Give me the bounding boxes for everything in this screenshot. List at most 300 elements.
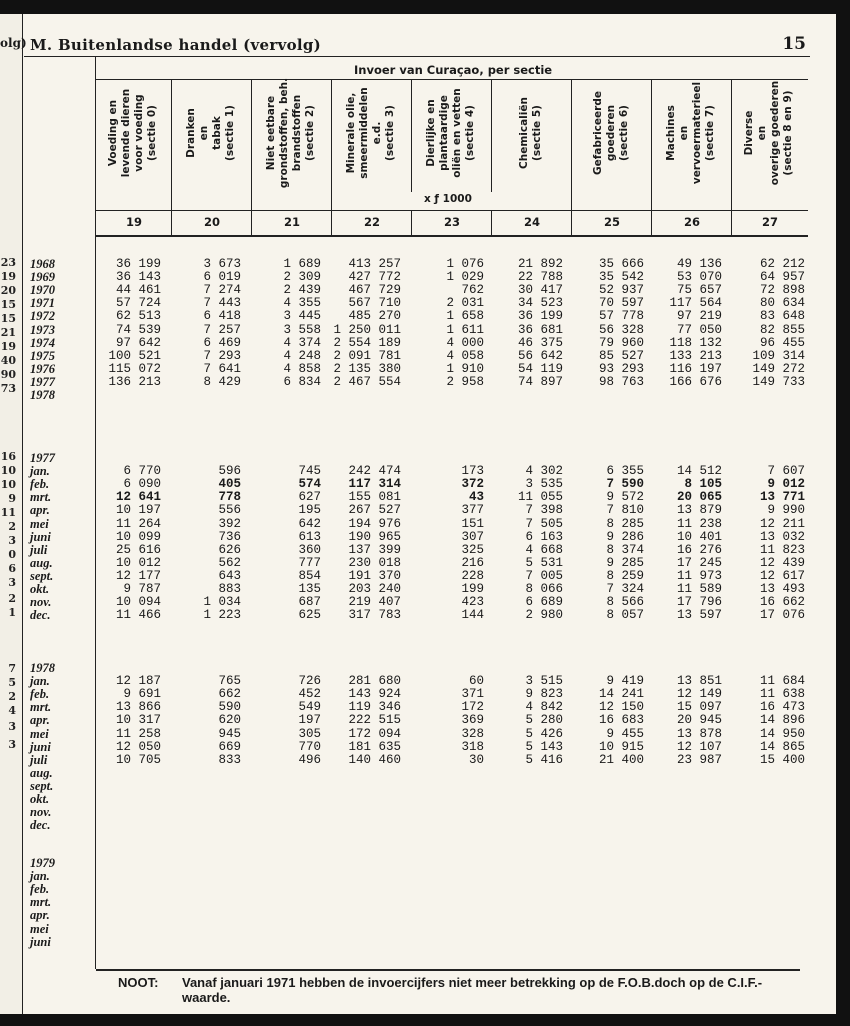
table-cell: 35 666 [598,257,644,271]
table-cell: 627 [298,490,321,505]
table-cell: 687 [298,595,321,610]
table-cell: 93 293 [598,361,644,376]
table-cell: 945 [218,726,241,741]
table-cell: 12 150 [598,700,644,715]
table-cell: 12 107 [676,739,722,754]
table-cell: 10 317 [115,713,161,728]
table-cell: 9 572 [606,490,644,505]
row-label: apr. [30,908,50,923]
column-header-line: brandstoffen [291,94,303,172]
table-cell: 36 199 [517,309,563,324]
table-cell: 2 958 [446,374,484,389]
footnote-key: NOOT: [118,975,159,990]
table-row [0,544,850,557]
column-number: 21 [283,215,300,229]
table-cell: 6 090 [123,477,161,492]
table-cell: 9 286 [606,529,644,544]
table-row [0,780,850,793]
table-cell: 16 473 [759,700,805,715]
col-divider [411,210,412,236]
table-cell: 2 467 554 [333,374,401,389]
column-header-line: tabak [211,116,223,150]
table-cell: 5 416 [525,752,563,767]
row-label: 1977 [30,451,55,465]
table-cell: 4 058 [446,348,484,363]
table-cell: 6 019 [203,270,241,285]
margin-fragment: 16 [0,450,16,463]
table-cell: 9 285 [606,555,644,570]
table-row [0,728,850,741]
table-cell: 745 [298,464,321,479]
table-cell: 777 [298,555,321,570]
table-cell: 496 [298,752,321,767]
table-row [0,675,850,688]
table-cell: 3 673 [203,257,241,271]
column-header-line: (sectie 0) [146,105,158,161]
table-cell: 13 032 [759,529,805,544]
margin-fragment: 6 [8,562,16,575]
col-divider [571,80,572,236]
column-number: 23 [443,215,460,229]
table-cell: 2 980 [525,608,563,623]
row-label: aug. [30,555,53,570]
margin-fragment: 9 [8,492,16,505]
table-row [0,609,850,622]
row-label: 1969 [30,270,55,285]
row-label: okt. [30,582,50,596]
table-row [0,389,850,402]
table-cell: 2 031 [446,296,484,311]
table-cell: 567 710 [348,296,401,311]
table-cell: 643 [218,568,241,583]
table-row [0,688,850,701]
row-label: dec. [30,608,51,623]
table-cell: 12 211 [759,516,805,531]
table-cell: 556 [218,503,241,518]
table-row [0,284,850,297]
table-cell: 8 429 [203,374,241,389]
table-cell: 222 515 [348,713,401,728]
row-label: 1975 [30,348,55,363]
header-rule-top [24,56,810,57]
table-cell: 36 681 [517,322,563,337]
table-cell: 228 [461,568,484,583]
table-cell: 574 [298,477,321,492]
table-cell: 140 460 [348,752,401,767]
row-label: mei [30,726,49,741]
table-cell: 17 076 [759,608,805,623]
table-cell: 44 461 [115,283,161,298]
table-cell: 49 136 [676,257,722,271]
table-cell: 135 [298,582,321,596]
table-cell: 20 065 [676,490,722,505]
table-row [0,923,850,936]
table-cell: 369 [461,713,484,728]
table-cell: 662 [218,687,241,702]
column-header-line: Dranken [185,108,197,158]
table-row [0,478,850,491]
margin-fragment: 5 [8,676,16,689]
column-header-line: plantaardige [438,95,450,171]
col-divider [331,80,332,236]
col-divider [251,80,252,236]
table-cell: 11 823 [759,542,805,557]
table-cell: 7 810 [606,503,644,518]
table-cell: 172 [461,700,484,715]
table-cell: 136 213 [108,374,161,389]
column-header-line: voor voeding [133,94,145,172]
row-label: 1972 [30,309,55,324]
column-header-line: (sectie 6) [617,105,630,161]
section-title: Invoer van Curaçao, per sectie [354,63,553,77]
table-cell: 325 [461,542,484,557]
table-cell: 8 285 [606,516,644,531]
column-number: 25 [603,215,620,229]
table-cell: 13 771 [759,490,805,505]
table-cell: 82 855 [759,322,805,337]
table-cell: 6 418 [203,309,241,324]
table-cell: 883 [218,582,241,596]
row-label: 1973 [30,322,55,337]
table-cell: 4 302 [525,464,563,479]
table-cell: 12 641 [115,490,161,505]
table-cell: 8 374 [606,542,644,557]
table-cell: 1 689 [283,257,321,271]
table-cell: 7 293 [203,348,241,363]
table-cell: 12 439 [759,555,805,570]
table-cell: 1 910 [446,361,484,376]
row-label: nov. [30,805,52,820]
table-cell: 25 616 [115,542,161,557]
table-cell: 377 [461,503,484,518]
table-cell: 155 081 [348,490,401,505]
row-label: 1977 [30,374,55,389]
table-cell: 36 199 [115,257,161,271]
row-label: mrt. [30,700,52,715]
column-number: 24 [523,215,540,229]
table-cell: 5 531 [525,555,563,570]
margin-fragment: 0 [8,548,16,561]
table-cell: 4 355 [283,296,321,311]
table-cell: 14 865 [759,739,805,754]
table-cell: 2 439 [283,283,321,298]
table-cell: 97 642 [115,335,161,350]
table-cell: 11 055 [517,490,563,505]
row-label: juni [30,739,51,754]
table-cell: 4 842 [525,700,563,715]
column-header-line: e.d. [371,121,383,145]
table-cell: 1 029 [446,270,484,285]
table-cell: 15 400 [759,752,805,767]
table-cell: 5 143 [525,739,563,754]
table-bottom-rule [96,969,800,971]
colnum-rule-bottom [96,235,808,237]
table-cell: 191 370 [348,568,401,583]
table-cell: 85 527 [598,348,644,363]
table-row [0,896,850,909]
table-row [0,570,850,583]
table-row [0,297,850,310]
table-cell: 7 274 [203,283,241,298]
table-cell: 778 [218,490,241,505]
table-row [0,767,850,780]
row-label: 1971 [30,296,55,311]
column-header-line: (sectie 3) [384,105,396,161]
table-cell: 2 554 189 [333,335,401,350]
table-cell: 83 648 [759,309,805,324]
table-cell: 13 866 [115,700,161,715]
column-header-line: Chemicaliën [518,97,530,169]
table-cell: 318 [461,739,484,754]
table-cell: 6 770 [123,464,161,479]
margin-fragment: 20 [0,284,16,297]
table-cell: 307 [461,529,484,544]
row-label: feb. [30,477,50,492]
table-cell: 2 135 380 [333,361,401,376]
table-cell: 190 965 [348,529,401,544]
unit-label: x ƒ 1000 [424,193,472,205]
margin-fragment: 10 [0,478,16,491]
table-cell: 8 066 [525,582,563,596]
table-cell: 10 094 [115,595,161,610]
page-title: M. Buitenlandse handel (vervolg) [30,36,322,54]
margin-fragment: 23 [0,256,16,269]
table-row [0,793,850,806]
margin-fragment: 2 [8,592,16,605]
table-cell: 62 513 [115,309,161,324]
table-cell: 149 733 [752,374,805,389]
table-row [0,754,850,767]
table-row [0,376,850,389]
table-cell: 53 070 [676,270,722,285]
table-cell: 20 945 [676,713,722,728]
table-cell: 57 724 [115,296,161,311]
row-label: 1974 [30,335,55,350]
table-cell: 62 212 [759,257,805,271]
table-cell: 77 050 [676,322,722,337]
table-cell: 109 314 [752,348,805,363]
row-label: juni [30,529,51,544]
table-cell: 7 257 [203,322,241,337]
row-label: jan. [30,674,50,689]
table-cell: 590 [218,700,241,715]
table-cell: 199 [461,582,484,596]
column-header-line: Niet eetbare [265,95,277,171]
table-cell: 562 [218,555,241,570]
row-label: juli [30,542,48,557]
column-header [425,63,479,203]
column-header [345,63,399,203]
table-cell: 64 957 [759,270,805,285]
table-row [0,936,850,949]
column-header-line: Diverse [743,110,755,156]
table-cell: 6 834 [283,374,321,389]
column-header-line: (sectie 4) [464,105,476,161]
table-cell: 13 597 [676,608,722,623]
table-cell: 4 248 [283,348,321,363]
table-cell: 166 676 [669,374,722,389]
table-cell: 736 [218,529,241,544]
table-cell: 10 012 [115,555,161,570]
table-cell: 16 662 [759,595,805,610]
table-cell: 216 [461,555,484,570]
table-cell: 195 [298,503,321,518]
table-cell: 30 [468,752,484,767]
margin-fragment: 7 [8,662,16,675]
table-row [0,363,850,376]
table-cell: 3 558 [283,322,321,337]
table-cell: 669 [218,739,241,754]
table-cell: 219 407 [348,595,401,610]
table-cell: 60 [468,674,484,689]
table-row [0,337,850,350]
table-cell: 10 915 [598,739,644,754]
table-cell: 6 355 [606,464,644,479]
column-header-line: overige goederen [769,80,781,186]
table-cell: 14 950 [759,726,805,741]
margin-fragment: 15 [0,298,16,311]
table-cell: 485 270 [348,309,401,324]
table-row [0,662,850,675]
row-label: 1976 [30,361,55,376]
table-cell: 56 328 [598,322,644,337]
column-number: 19 [125,215,142,229]
table-cell: 596 [218,464,241,479]
table-row [0,596,850,609]
table-cell: 181 635 [348,739,401,754]
table-cell: 371 [461,687,484,702]
table-row [0,504,850,517]
row-label: apr. [30,713,50,728]
margin-fragment: 15 [0,312,16,325]
table-row [0,741,850,754]
margin-fragment: 11 [0,506,16,519]
col-divider [731,80,732,236]
table-cell: 117 564 [669,296,722,311]
row-label: mei [30,921,49,936]
table-cell: 620 [218,713,241,728]
column-header [665,63,719,203]
margin-fragment: 73 [0,382,16,395]
table-row [0,557,850,570]
row-label: feb. [30,882,50,897]
column-header-line: (sectie 1) [224,105,236,161]
table-row [0,714,850,727]
column-header [107,63,161,203]
table-cell: 1 250 011 [333,322,401,337]
column-header-line: Gefabriceerde [591,91,604,175]
table-cell: 72 898 [759,283,805,298]
table-cell: 100 521 [108,348,161,363]
row-label: dec. [30,818,51,833]
column-header-line: Minerale olie, [345,92,357,174]
table-row [0,350,850,363]
table-cell: 117 314 [348,477,401,492]
table-cell: 11 238 [676,516,722,531]
column-header-line: en [198,125,210,141]
table-cell: 4 000 [446,335,484,350]
margin-fragment: 2 [8,690,16,703]
table-cell: 14 512 [676,464,722,479]
table-cell: 12 187 [115,674,161,689]
table-row [0,870,850,883]
margin-fragment: 21 [0,326,16,339]
column-header [185,63,239,203]
column-number: 26 [683,215,700,229]
table-cell: 7 641 [203,361,241,376]
margin-fragment: 1 [8,606,16,619]
table-cell: 133 213 [669,348,722,363]
table-cell: 305 [298,726,321,741]
row-label: 1978 [30,388,55,402]
table-cell: 21 400 [598,752,644,767]
table-cell: 11 264 [115,516,161,531]
col-divider [491,210,492,236]
table-cell: 8 259 [606,568,644,583]
column-number: 22 [363,215,380,229]
table-cell: 10 099 [115,529,161,544]
table-cell: 17 245 [676,555,722,570]
table-cell: 54 119 [517,361,563,376]
table-cell: 762 [461,283,484,298]
column-header-line: Dierlijke en [425,99,437,167]
table-cell: 267 527 [348,503,401,518]
column-header-line: levende dieren [120,88,132,178]
table-cell: 115 072 [108,361,161,376]
prev-page-header-fragment: olg) [0,36,27,50]
table-cell: 75 657 [676,283,722,298]
table-cell: 5 426 [525,726,563,741]
margin-fragment: 90 [0,368,16,381]
table-row [0,701,850,714]
table-cell: 1 076 [446,257,484,271]
table-cell: 12 617 [759,568,805,583]
table-cell: 74 539 [115,322,161,337]
table-row [0,531,850,544]
table-cell: 97 219 [676,309,722,324]
table-cell: 765 [218,674,241,689]
table-cell: 9 691 [123,687,161,702]
table-cell: 11 258 [115,726,161,741]
table-cell: 423 [461,595,484,610]
table-cell: 2 309 [283,270,321,285]
table-cell: 7 607 [767,464,805,479]
table-cell: 3 515 [525,674,563,689]
column-header [592,63,633,203]
table-cell: 613 [298,529,321,544]
column-header-line: grondstoffen, beh. [278,77,290,189]
table-cell: 35 542 [598,270,644,285]
table-cell: 1 034 [203,595,241,610]
column-header-line: oliën en vetten [451,88,463,178]
margin-fragment: 10 [0,464,16,477]
row-label: sept. [30,778,54,793]
table-cell: 116 197 [669,361,722,376]
table-cell: 6 469 [203,335,241,350]
table-cell: 197 [298,713,321,728]
table-cell: 8 057 [606,608,644,623]
table-row [0,883,850,896]
table-cell: 118 132 [669,335,722,350]
table-cell: 203 240 [348,582,401,596]
table-cell: 149 272 [752,361,805,376]
table-cell: 11 684 [759,674,805,689]
table-cell: 12 050 [115,739,161,754]
table-cell: 96 455 [759,335,805,350]
row-label: nov. [30,595,52,610]
table-row [0,857,850,870]
table-cell: 230 018 [348,555,401,570]
